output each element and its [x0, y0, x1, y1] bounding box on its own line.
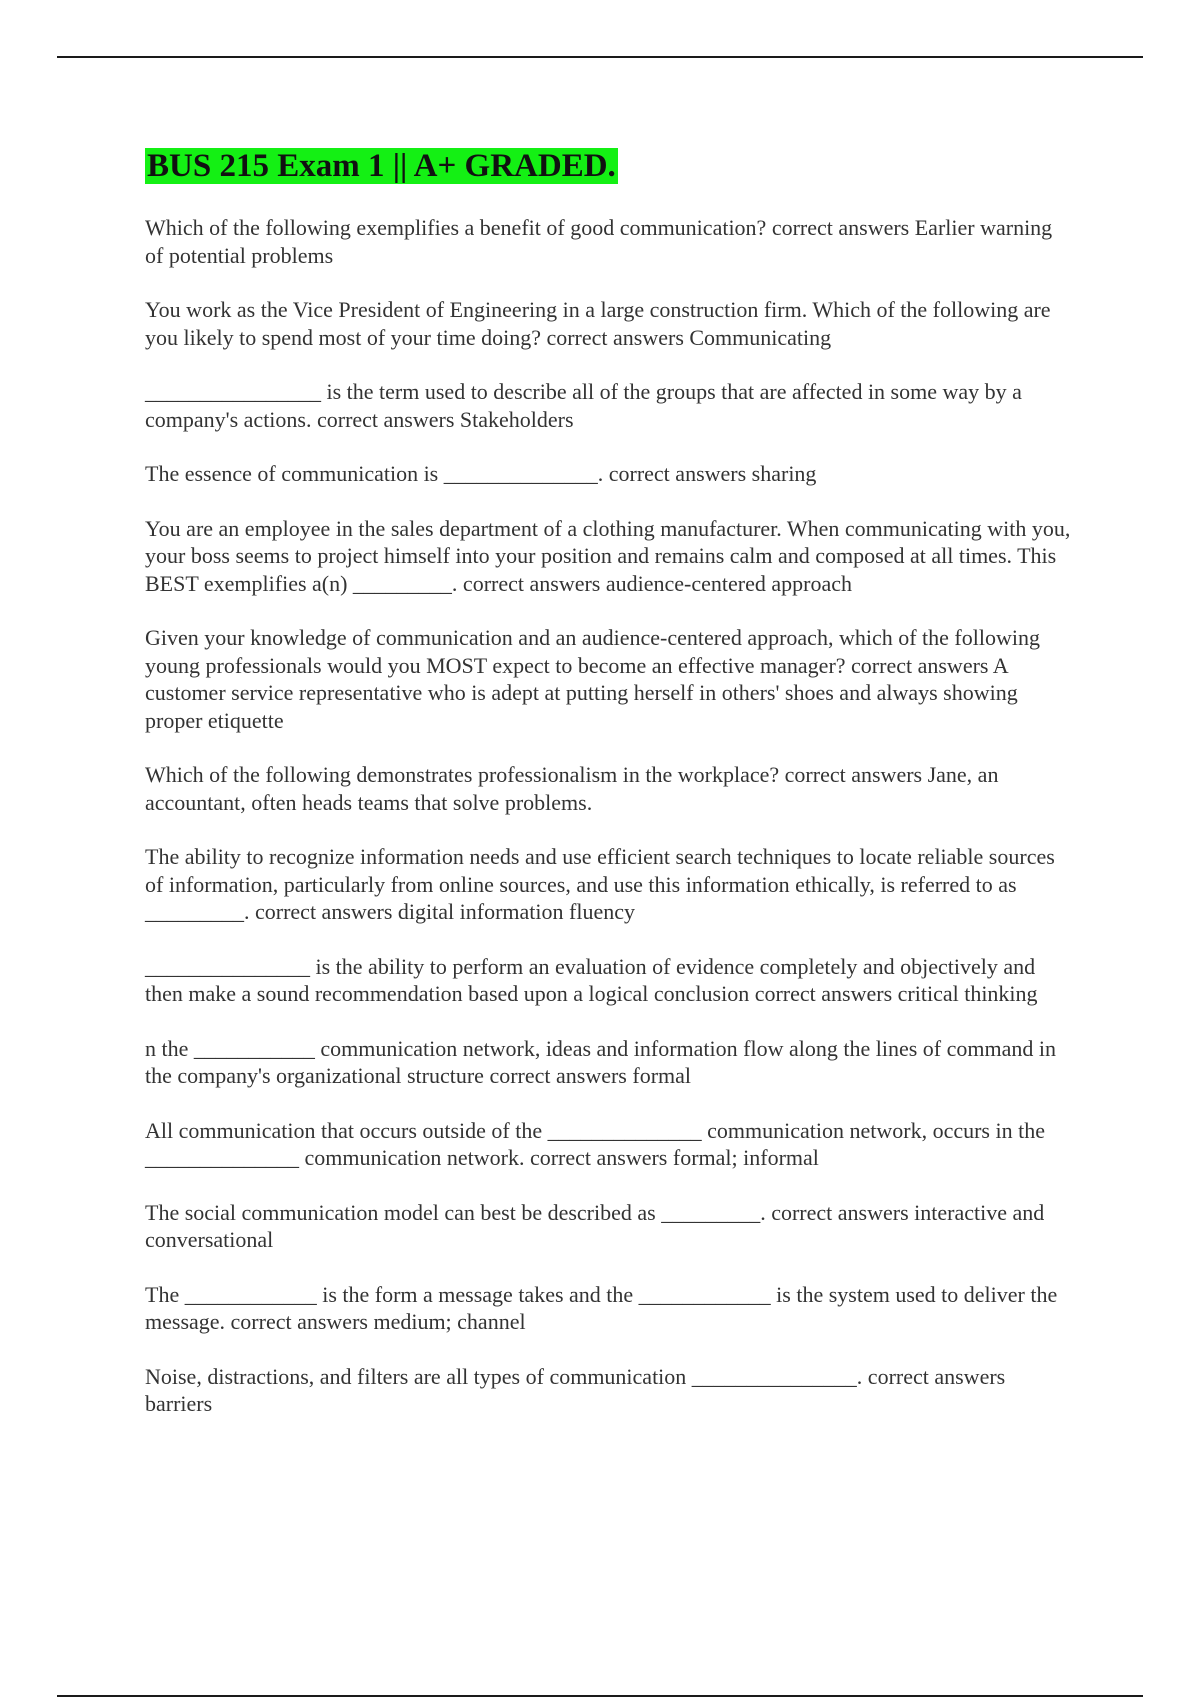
- qa-item-8: The ability to recognize information needs and use efficient search techniques to locate reliable sources of information, particularly from online sources, and use this information ethically, is referred to as _________. correct answers digital information fluency: [145, 844, 1055, 924]
- qa-item-10: n the ___________ communication network, ideas and information flow along the lines of command in the company's organizational structure correct answers formal: [145, 1035, 1056, 1088]
- qa-item-2: You work as the Vice President of Engineering in a large construction firm. Which of the following are you likely to spend most of your time doing? correct answers Communicating: [145, 297, 1051, 350]
- qa-item-3: ________________ is the term used to describe all of the groups that are affected in some way by a company's actions. correct answers Stakeholders: [145, 379, 1022, 432]
- qa-item-6: Given your knowledge of communication and an audience-centered approach, which of the following young professionals would you MOST expect to become an effective manager? correct answers A customer service representative who is adept at putting herself in others' shoes and always showing proper etiquette: [145, 625, 1040, 733]
- title-highlight: BUS 215 Exam 1 || A+ GRADED.: [147, 148, 616, 184]
- document-title: [145, 146, 618, 186]
- qa-item-12: The social communication model can best be described as _________. correct answers interactive and conversational: [145, 1199, 1045, 1252]
- qa-item-7: Which of the following demonstrates professionalism in the workplace? correct answers Jane, an accountant, often heads teams that solve problems.: [145, 762, 999, 815]
- qa-item-11: All communication that occurs outside of the ______________ communication network, occurs in the ______________ communication network. correct answers formal; informal: [145, 1117, 1045, 1170]
- top-rule: [57, 56, 1143, 58]
- qa-item-4: The essence of communication is ______________. correct answers sharing: [145, 461, 817, 486]
- qa-item-13: The ____________ is the form a message takes and the ____________ is the system used to deliver the message. correct answers medium; channel: [145, 1281, 1058, 1334]
- qa-list: [145, 214, 1075, 1445]
- qa-item-1: Which of the following exemplifies a benefit of good communication? correct answers Earlier warning of potential problems: [145, 215, 1053, 268]
- qa-item-9: _______________ is the ability to perform an evaluation of evidence completely and objectively and then make a sound recommendation based upon a logical conclusion correct answers critical thinking: [145, 953, 1038, 1006]
- qa-item-14: Noise, distractions, and filters are all types of communication _______________. correct answers barriers: [145, 1363, 1006, 1416]
- qa-item-5: You are an employee in the sales department of a clothing manufacturer. When communicating with you, your boss seems to project himself into your position and remains calm and composed at all times. This BEST exemplifies a(n) _________. correct answers audience-centered approach: [145, 515, 1071, 596]
- bottom-rule: [57, 1695, 1143, 1697]
